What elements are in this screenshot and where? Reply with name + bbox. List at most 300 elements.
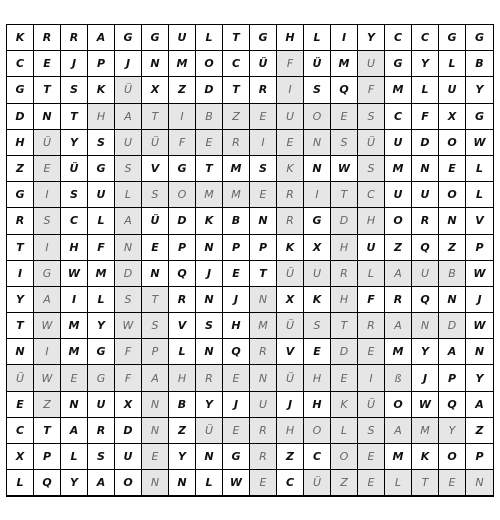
grid-cell[interactable]: R [277, 182, 304, 208]
grid-cell[interactable]: R [250, 339, 277, 365]
grid-cell[interactable]: U [412, 261, 439, 287]
grid-cell[interactable]: H [331, 235, 358, 261]
grid-cell[interactable]: O [331, 444, 358, 470]
grid-cell[interactable]: M [61, 339, 88, 365]
grid-cell[interactable]: A [61, 418, 88, 444]
grid-cell[interactable]: G [7, 77, 34, 103]
grid-cell[interactable]: F [169, 130, 196, 156]
grid-cell[interactable]: M [385, 339, 412, 365]
grid-cell[interactable]: A [385, 418, 412, 444]
grid-cell[interactable]: Y [196, 392, 223, 418]
grid-cell[interactable]: R [250, 77, 277, 103]
grid-cell[interactable]: U [385, 182, 412, 208]
grid-cell[interactable]: V [169, 313, 196, 339]
grid-cell[interactable]: T [331, 182, 358, 208]
grid-cell[interactable]: X [304, 235, 331, 261]
grid-cell[interactable]: W [466, 261, 493, 287]
grid-cell[interactable]: D [439, 313, 466, 339]
grid-cell[interactable]: S [358, 156, 385, 182]
grid-cell[interactable]: O [439, 182, 466, 208]
grid-cell[interactable]: G [142, 25, 169, 51]
grid-cell[interactable]: W [331, 156, 358, 182]
grid-cell[interactable]: M [88, 261, 115, 287]
grid-cell[interactable]: K [7, 25, 34, 51]
grid-cell[interactable]: I [250, 130, 277, 156]
grid-cell[interactable]: L [7, 470, 34, 496]
grid-cell[interactable]: K [331, 392, 358, 418]
grid-cell[interactable]: T [331, 313, 358, 339]
grid-cell[interactable]: Ü [142, 208, 169, 234]
grid-cell[interactable]: C [358, 182, 385, 208]
grid-cell[interactable]: M [196, 182, 223, 208]
grid-cell[interactable]: T [412, 470, 439, 496]
grid-cell[interactable]: V [142, 156, 169, 182]
grid-cell[interactable]: L [88, 287, 115, 313]
grid-cell[interactable]: U [277, 104, 304, 130]
grid-cell[interactable]: P [169, 235, 196, 261]
grid-cell[interactable]: M [385, 444, 412, 470]
grid-cell[interactable]: E [34, 51, 61, 77]
grid-cell[interactable]: Ü [61, 156, 88, 182]
grid-cell[interactable]: O [439, 444, 466, 470]
grid-cell[interactable]: C [385, 25, 412, 51]
grid-cell[interactable]: N [142, 470, 169, 496]
grid-cell[interactable]: D [331, 339, 358, 365]
grid-cell[interactable]: T [250, 261, 277, 287]
grid-cell[interactable]: R [412, 208, 439, 234]
grid-cell[interactable]: H [223, 313, 250, 339]
grid-cell[interactable]: G [439, 25, 466, 51]
grid-cell[interactable]: S [358, 104, 385, 130]
grid-cell[interactable]: B [439, 261, 466, 287]
grid-cell[interactable]: J [223, 287, 250, 313]
grid-cell[interactable]: G [88, 156, 115, 182]
grid-cell[interactable]: D [169, 208, 196, 234]
grid-cell[interactable]: E [358, 470, 385, 496]
grid-cell[interactable]: R [34, 25, 61, 51]
grid-cell[interactable]: Q [412, 235, 439, 261]
grid-cell[interactable]: U [385, 130, 412, 156]
grid-cell[interactable]: Q [331, 77, 358, 103]
grid-cell[interactable]: N [439, 287, 466, 313]
grid-cell[interactable]: Y [466, 365, 493, 391]
grid-cell[interactable]: I [358, 365, 385, 391]
grid-cell[interactable]: X [142, 77, 169, 103]
grid-cell[interactable]: T [196, 156, 223, 182]
grid-cell[interactable]: L [358, 261, 385, 287]
grid-cell[interactable]: A [88, 470, 115, 496]
grid-cell[interactable]: N [34, 104, 61, 130]
grid-cell[interactable]: Z [34, 392, 61, 418]
grid-cell[interactable]: R [169, 287, 196, 313]
grid-cell[interactable]: I [34, 235, 61, 261]
grid-cell[interactable]: A [88, 25, 115, 51]
grid-cell[interactable]: E [304, 339, 331, 365]
grid-cell[interactable]: M [61, 313, 88, 339]
grid-cell[interactable]: L [88, 208, 115, 234]
grid-cell[interactable]: O [304, 418, 331, 444]
grid-cell[interactable]: I [7, 261, 34, 287]
grid-cell[interactable]: C [7, 418, 34, 444]
grid-cell[interactable]: U [115, 130, 142, 156]
grid-cell[interactable]: Ü [358, 130, 385, 156]
grid-cell[interactable]: E [196, 130, 223, 156]
grid-cell[interactable]: L [331, 418, 358, 444]
grid-cell[interactable]: R [196, 365, 223, 391]
grid-cell[interactable]: X [277, 287, 304, 313]
grid-cell[interactable]: G [223, 444, 250, 470]
grid-cell[interactable]: S [61, 182, 88, 208]
grid-cell[interactable]: H [88, 104, 115, 130]
grid-cell[interactable]: M [385, 156, 412, 182]
grid-cell[interactable]: U [412, 182, 439, 208]
grid-cell[interactable]: X [115, 392, 142, 418]
grid-cell[interactable]: G [169, 156, 196, 182]
grid-cell[interactable]: B [466, 51, 493, 77]
grid-cell[interactable]: A [115, 208, 142, 234]
grid-cell[interactable]: H [277, 418, 304, 444]
grid-cell[interactable]: G [385, 51, 412, 77]
grid-cell[interactable]: E [439, 470, 466, 496]
grid-cell[interactable]: Ü [304, 470, 331, 496]
grid-cell[interactable]: P [250, 235, 277, 261]
grid-cell[interactable]: L [169, 339, 196, 365]
grid-cell[interactable]: C [304, 444, 331, 470]
grid-cell[interactable]: T [34, 418, 61, 444]
grid-cell[interactable]: O [304, 104, 331, 130]
grid-cell[interactable]: A [385, 261, 412, 287]
grid-cell[interactable]: Y [61, 130, 88, 156]
grid-cell[interactable]: S [34, 208, 61, 234]
grid-cell[interactable]: T [34, 77, 61, 103]
grid-cell[interactable]: N [250, 208, 277, 234]
grid-cell[interactable]: Z [385, 235, 412, 261]
grid-cell[interactable]: Y [439, 418, 466, 444]
grid-cell[interactable]: Z [466, 418, 493, 444]
grid-cell[interactable]: G [115, 25, 142, 51]
grid-cell[interactable]: J [277, 392, 304, 418]
grid-cell[interactable]: Z [331, 470, 358, 496]
grid-cell[interactable]: N [7, 339, 34, 365]
grid-cell[interactable]: A [115, 104, 142, 130]
grid-cell[interactable]: L [466, 156, 493, 182]
grid-cell[interactable]: N [196, 339, 223, 365]
grid-cell[interactable]: S [115, 156, 142, 182]
grid-cell[interactable]: E [223, 261, 250, 287]
grid-cell[interactable]: X [439, 104, 466, 130]
grid-cell[interactable]: G [88, 339, 115, 365]
grid-cell[interactable]: ß [385, 365, 412, 391]
grid-cell[interactable]: U [358, 51, 385, 77]
grid-cell[interactable]: E [331, 104, 358, 130]
grid-cell[interactable]: Y [412, 51, 439, 77]
grid-cell[interactable]: L [115, 182, 142, 208]
grid-cell[interactable]: J [115, 51, 142, 77]
grid-cell[interactable]: G [466, 25, 493, 51]
grid-cell[interactable]: Ü [277, 261, 304, 287]
grid-cell[interactable]: T [223, 25, 250, 51]
grid-cell[interactable]: I [331, 25, 358, 51]
grid-cell[interactable]: I [34, 339, 61, 365]
grid-cell[interactable]: N [142, 261, 169, 287]
grid-cell[interactable]: W [412, 392, 439, 418]
grid-cell[interactable]: H [169, 365, 196, 391]
grid-cell[interactable]: D [331, 208, 358, 234]
grid-cell[interactable]: L [61, 444, 88, 470]
grid-cell[interactable]: S [196, 313, 223, 339]
grid-cell[interactable]: R [61, 25, 88, 51]
grid-cell[interactable]: M [223, 182, 250, 208]
grid-cell[interactable]: M [412, 418, 439, 444]
grid-cell[interactable]: P [34, 444, 61, 470]
grid-cell[interactable]: F [277, 51, 304, 77]
grid-cell[interactable]: N [196, 444, 223, 470]
grid-cell[interactable]: Q [223, 339, 250, 365]
grid-cell[interactable]: V [277, 339, 304, 365]
grid-cell[interactable]: N [115, 235, 142, 261]
grid-cell[interactable]: Ü [115, 77, 142, 103]
grid-cell[interactable]: U [88, 392, 115, 418]
grid-cell[interactable]: Ü [250, 51, 277, 77]
grid-cell[interactable]: U [88, 182, 115, 208]
grid-cell[interactable]: P [88, 51, 115, 77]
grid-cell[interactable]: F [115, 339, 142, 365]
grid-cell[interactable]: R [331, 261, 358, 287]
grid-cell[interactable]: O [439, 130, 466, 156]
grid-cell[interactable]: T [142, 104, 169, 130]
grid-cell[interactable]: Z [277, 444, 304, 470]
grid-cell[interactable]: E [223, 365, 250, 391]
grid-cell[interactable]: A [439, 339, 466, 365]
grid-cell[interactable]: E [250, 470, 277, 496]
grid-cell[interactable]: K [277, 235, 304, 261]
grid-cell[interactable]: E [7, 392, 34, 418]
grid-cell[interactable]: Q [412, 287, 439, 313]
grid-cell[interactable]: I [34, 182, 61, 208]
grid-cell[interactable]: Y [358, 25, 385, 51]
grid-cell[interactable]: E [142, 444, 169, 470]
grid-cell[interactable]: W [466, 130, 493, 156]
grid-cell[interactable]: H [304, 392, 331, 418]
grid-cell[interactable]: N [466, 339, 493, 365]
grid-cell[interactable]: C [7, 51, 34, 77]
grid-cell[interactable]: R [88, 418, 115, 444]
grid-cell[interactable]: K [304, 287, 331, 313]
grid-cell[interactable]: S [358, 418, 385, 444]
grid-cell[interactable]: N [439, 208, 466, 234]
grid-cell[interactable]: H [277, 25, 304, 51]
grid-cell[interactable]: K [277, 156, 304, 182]
grid-cell[interactable]: M [250, 313, 277, 339]
grid-cell[interactable]: Y [7, 287, 34, 313]
grid-cell[interactable]: P [439, 365, 466, 391]
grid-cell[interactable]: Z [169, 418, 196, 444]
grid-cell[interactable]: L [439, 51, 466, 77]
grid-cell[interactable]: S [88, 130, 115, 156]
grid-cell[interactable]: O [115, 470, 142, 496]
grid-cell[interactable]: B [223, 208, 250, 234]
grid-cell[interactable]: F [412, 104, 439, 130]
grid-cell[interactable]: U [304, 261, 331, 287]
grid-cell[interactable]: R [250, 444, 277, 470]
grid-cell[interactable]: J [196, 261, 223, 287]
grid-cell[interactable]: R [277, 208, 304, 234]
grid-cell[interactable]: C [385, 104, 412, 130]
grid-cell[interactable]: Ü [142, 130, 169, 156]
grid-cell[interactable]: R [385, 287, 412, 313]
grid-cell[interactable]: E [358, 444, 385, 470]
grid-cell[interactable]: E [223, 418, 250, 444]
grid-cell[interactable]: U [358, 235, 385, 261]
grid-cell[interactable]: E [250, 104, 277, 130]
grid-cell[interactable]: J [61, 51, 88, 77]
grid-cell[interactable]: D [196, 77, 223, 103]
grid-cell[interactable]: R [250, 418, 277, 444]
grid-cell[interactable]: O [385, 208, 412, 234]
grid-cell[interactable]: D [412, 130, 439, 156]
grid-cell[interactable]: E [34, 156, 61, 182]
grid-cell[interactable]: I [169, 104, 196, 130]
grid-cell[interactable]: A [34, 287, 61, 313]
grid-cell[interactable]: E [277, 130, 304, 156]
grid-cell[interactable]: K [196, 208, 223, 234]
grid-cell[interactable]: U [439, 77, 466, 103]
grid-cell[interactable]: G [7, 182, 34, 208]
grid-cell[interactable]: Y [61, 470, 88, 496]
grid-cell[interactable]: K [88, 77, 115, 103]
grid-cell[interactable]: G [250, 25, 277, 51]
grid-cell[interactable]: P [223, 235, 250, 261]
grid-cell[interactable]: Y [88, 313, 115, 339]
grid-cell[interactable]: K [412, 444, 439, 470]
grid-cell[interactable]: D [115, 418, 142, 444]
grid-cell[interactable]: D [7, 104, 34, 130]
grid-cell[interactable]: N [304, 156, 331, 182]
grid-cell[interactable]: B [196, 104, 223, 130]
grid-cell[interactable]: F [115, 365, 142, 391]
grid-cell[interactable]: O [385, 392, 412, 418]
grid-cell[interactable]: H [61, 235, 88, 261]
grid-cell[interactable]: N [412, 313, 439, 339]
grid-cell[interactable]: R [7, 208, 34, 234]
grid-cell[interactable]: T [7, 235, 34, 261]
grid-cell[interactable]: T [7, 313, 34, 339]
grid-cell[interactable]: Ü [277, 313, 304, 339]
grid-cell[interactable]: H [7, 130, 34, 156]
grid-cell[interactable]: B [169, 392, 196, 418]
grid-cell[interactable]: A [385, 313, 412, 339]
grid-cell[interactable]: N [169, 470, 196, 496]
grid-cell[interactable]: V [466, 208, 493, 234]
grid-cell[interactable]: M [223, 156, 250, 182]
grid-cell[interactable]: S [304, 313, 331, 339]
grid-cell[interactable]: J [412, 365, 439, 391]
grid-cell[interactable]: Z [7, 156, 34, 182]
grid-cell[interactable]: W [34, 313, 61, 339]
grid-cell[interactable]: Y [466, 77, 493, 103]
grid-cell[interactable]: N [250, 287, 277, 313]
grid-cell[interactable]: O [196, 51, 223, 77]
grid-cell[interactable]: I [304, 182, 331, 208]
grid-cell[interactable]: R [358, 313, 385, 339]
grid-cell[interactable]: S [61, 77, 88, 103]
grid-cell[interactable]: W [223, 470, 250, 496]
grid-cell[interactable]: Q [439, 392, 466, 418]
grid-cell[interactable]: Q [34, 470, 61, 496]
grid-cell[interactable]: E [439, 156, 466, 182]
grid-cell[interactable]: Ü [304, 51, 331, 77]
grid-cell[interactable]: C [223, 51, 250, 77]
grid-cell[interactable]: J [466, 287, 493, 313]
grid-cell[interactable]: Z [223, 104, 250, 130]
grid-cell[interactable]: L [196, 470, 223, 496]
grid-cell[interactable]: X [7, 444, 34, 470]
grid-cell[interactable]: I [61, 287, 88, 313]
grid-cell[interactable]: T [142, 287, 169, 313]
grid-cell[interactable]: E [331, 365, 358, 391]
grid-cell[interactable]: Ü [7, 365, 34, 391]
grid-cell[interactable]: L [466, 182, 493, 208]
grid-cell[interactable]: A [142, 365, 169, 391]
grid-cell[interactable]: E [358, 339, 385, 365]
grid-cell[interactable]: I [277, 77, 304, 103]
grid-cell[interactable]: S [115, 287, 142, 313]
grid-cell[interactable]: F [88, 235, 115, 261]
grid-cell[interactable]: L [304, 25, 331, 51]
grid-cell[interactable]: N [304, 130, 331, 156]
grid-cell[interactable]: M [169, 51, 196, 77]
grid-cell[interactable]: M [331, 51, 358, 77]
grid-cell[interactable]: W [466, 313, 493, 339]
grid-cell[interactable]: C [61, 208, 88, 234]
grid-cell[interactable]: Ü [277, 365, 304, 391]
grid-cell[interactable]: L [196, 25, 223, 51]
grid-cell[interactable]: N [61, 392, 88, 418]
grid-cell[interactable]: G [34, 261, 61, 287]
grid-cell[interactable]: S [142, 182, 169, 208]
grid-cell[interactable]: E [250, 182, 277, 208]
grid-cell[interactable]: C [412, 25, 439, 51]
grid-cell[interactable]: M [385, 77, 412, 103]
grid-cell[interactable]: N [466, 470, 493, 496]
grid-cell[interactable]: N [250, 365, 277, 391]
grid-cell[interactable]: W [61, 261, 88, 287]
grid-cell[interactable]: P [466, 235, 493, 261]
grid-cell[interactable]: G [88, 365, 115, 391]
grid-cell[interactable]: Y [169, 444, 196, 470]
grid-cell[interactable]: N [196, 235, 223, 261]
grid-cell[interactable]: O [169, 182, 196, 208]
grid-cell[interactable]: R [223, 130, 250, 156]
grid-cell[interactable]: G [466, 104, 493, 130]
grid-cell[interactable]: S [331, 130, 358, 156]
grid-cell[interactable]: C [277, 470, 304, 496]
grid-cell[interactable]: U [169, 25, 196, 51]
grid-cell[interactable]: E [61, 365, 88, 391]
grid-cell[interactable]: S [88, 444, 115, 470]
grid-cell[interactable]: P [142, 339, 169, 365]
grid-cell[interactable]: T [223, 77, 250, 103]
grid-cell[interactable]: U [115, 444, 142, 470]
grid-cell[interactable]: S [304, 77, 331, 103]
grid-cell[interactable]: W [115, 313, 142, 339]
grid-cell[interactable]: N [142, 392, 169, 418]
grid-cell[interactable]: N [196, 287, 223, 313]
grid-cell[interactable]: D [115, 261, 142, 287]
grid-cell[interactable]: L [412, 77, 439, 103]
grid-cell[interactable]: G [304, 208, 331, 234]
grid-cell[interactable]: N [412, 156, 439, 182]
